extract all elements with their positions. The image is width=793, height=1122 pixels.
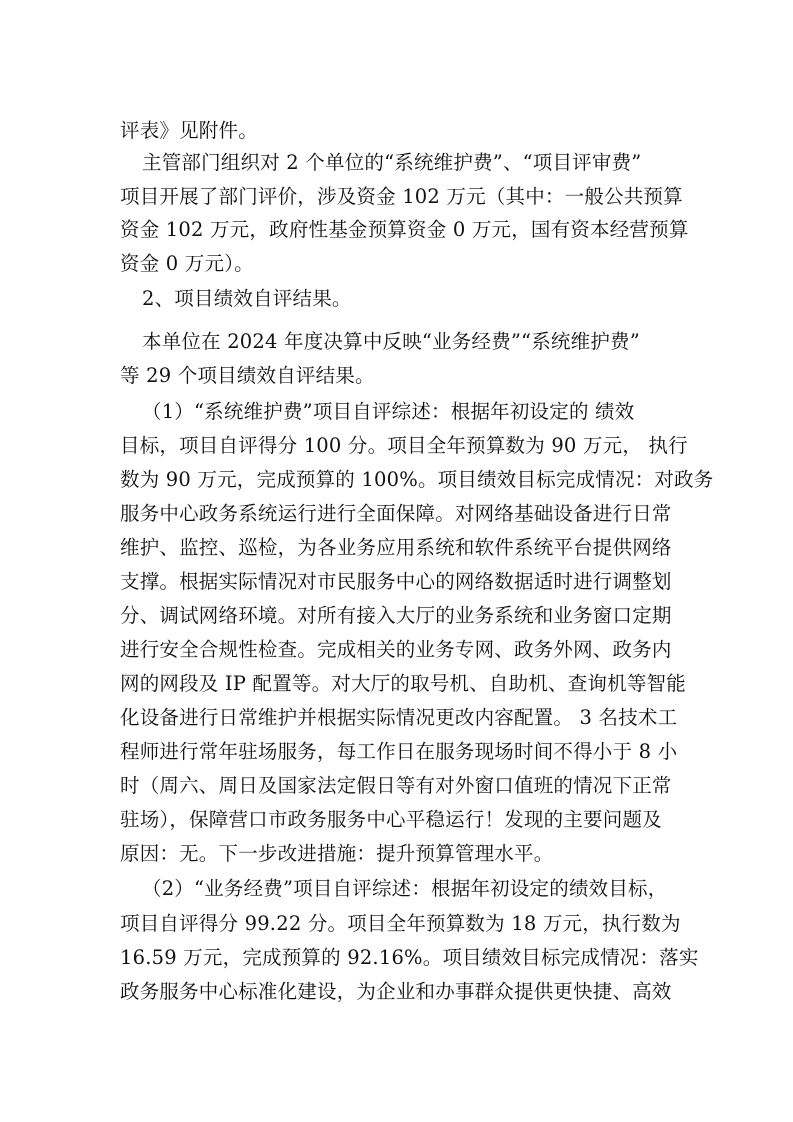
text-line: 政务服务中心标准化建设，为企业和办事群众提供更快捷、高效 (120, 980, 672, 1003)
text-line: 程师进行常年驻场服务，每工作日在服务现场时间不得小于 8 小 (120, 740, 678, 763)
text-line: 本单位在 2024 年度决算中反映“业务经费”“系统维护费” (142, 330, 640, 353)
text-line: 项目开展了部门评价，涉及资金 102 万元（其中：一般公共预算 (120, 185, 683, 208)
text-line: 进行安全合规性检查。完成相关的业务专网、政务外网、政务内 (120, 638, 672, 661)
text-line: 主管部门组织对 2 个单位的“系统维护费”、“项目评审费” (142, 151, 642, 174)
text-line: 目标，项目自评得分 100 分。项目全年预算数为 90 万元， 执行 (120, 434, 688, 457)
text-line: 等 29 个项目绩效自评结果。 (120, 364, 375, 387)
text-line: 评表》见附件。 (120, 119, 258, 142)
text-line: 项目自评得分 99.22 分。项目全年预算数为 18 万元，执行数为 (120, 912, 681, 935)
text-line: 驻场），保障营口市政务服务中心平稳运行！发现的主要问题及 (120, 808, 662, 831)
text-line: 分、调试网络环境。对所有接入大厅的业务系统和业务窗口定期 (120, 604, 672, 627)
text-line: 资金 102 万元，政府性基金预算资金 0 万元，国有资本经营预算 (120, 218, 689, 241)
text-line: 资金 0 万元）。 (120, 252, 254, 275)
text-line: 原因：无。下一步改进措施：提升预算管理水平。 (120, 842, 554, 865)
text-line: （2）“业务经费”项目自评综述：根据年初设定的绩效目标， (142, 877, 668, 900)
text-line: 时（周六、周日及国家法定假日等有对外窗口值班的情况下正常 (120, 774, 672, 797)
text-line: （1）“系统维护费”项目自评综述：根据年初设定的 绩效 (142, 400, 635, 423)
text-line: 16.59 万元，完成预算的 92.16%。项目绩效目标完成情况：落实 (120, 946, 699, 969)
text-line: 维护、监控、巡检，为各业务应用系统和软件系统平台提供网络 (120, 536, 672, 559)
text-line: 网的网段及 IP 配置等。对大厅的取号机、自助机、查询机等智能 (120, 672, 686, 695)
text-line: 支撑。根据实际情况对市民服务中心的网络数据适时进行调整划 (120, 570, 672, 593)
text-line: 服务中心政务系统运行进行全面保障。对网络基础设备进行日常 (120, 502, 672, 525)
text-line: 化设备进行日常维护并根据实际情况更改内容配置。 3 名技术工 (120, 706, 678, 729)
text-line: 2、项目绩效自评结果。 (142, 287, 352, 310)
text-line: 数为 90 万元，完成预算的 100%。项目绩效目标完成情况：对政务 (120, 468, 714, 491)
